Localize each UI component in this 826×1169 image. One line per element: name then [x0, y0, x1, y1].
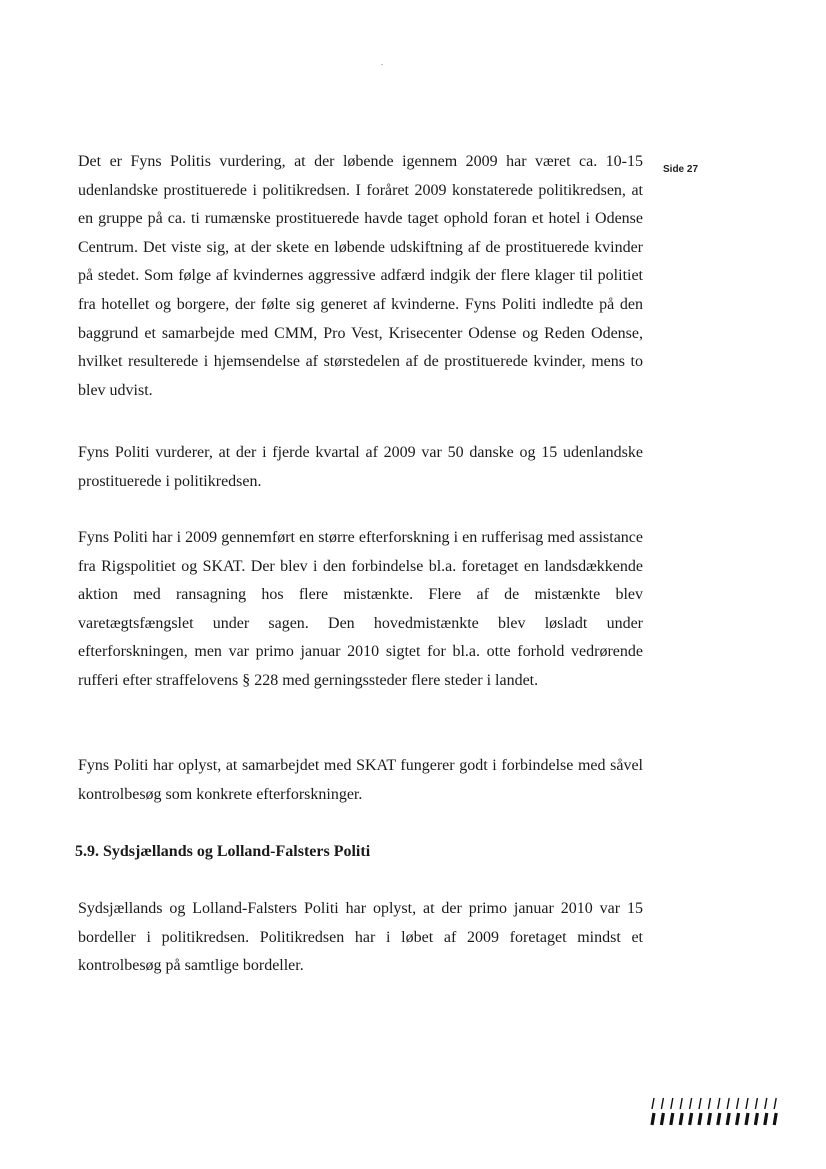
barcode-bar — [746, 1098, 748, 1109]
barcode-bar — [708, 1098, 710, 1109]
barcode-bar — [718, 1098, 720, 1109]
paragraph-fyn-assessment: Det er Fyns Politis vurdering, at der løbende igennem 2009 har været ca. 10-15 udenlandske prostituerede i politikredsen. I foråret 2009 konstaterede politikredsen, at en gruppe på ca. ti rumænske prostituerede havde taget ophold foran et hotel i Odense Centrum. Det viste sig, at der skete en løbende udskiftning af de prostituerede kvinder på stedet. Som følge af kvindernes aggressive adfærd indgik der flere klager til politiet fra hotellet og borgere, der følte sig generet af kvinderne. Fyns Politi indledte på den baggrund et samarbejde med CMM, Pro Vest, Krisecenter Odense og Reden Odense, hvilket resulterede i hjemsendelse af størstedelen af de prostituerede kvinder, mens to blev udvist. — [78, 153, 643, 399]
barcode-bar — [708, 1113, 710, 1125]
paragraph-fyn-skat-cooperation: Fyns Politi har oplyst, at samarbejdet med SKAT fungerer godt i forbindelse med såvel kontrolbesøg som konkrete efterforskninger. — [78, 757, 643, 803]
barcode-bottom-row — [652, 1113, 776, 1125]
barcode-bar — [690, 1098, 692, 1109]
paragraph-fyn-q4-count: Fyns Politi vurderer, at der i fjerde kvartal af 2009 var 50 danske og 15 udenlandske prostituerede i politikredsen. — [78, 444, 643, 490]
barcode-bar — [774, 1113, 776, 1125]
barcode-bar — [661, 1098, 663, 1109]
barcode-graphic — [650, 1097, 784, 1127]
barcode-bar — [652, 1098, 654, 1109]
barcode-bar — [661, 1113, 663, 1125]
section-heading: 5.9. Sydsjællands og Lolland-Falsters Politi — [75, 843, 371, 860]
barcode-bar — [737, 1113, 739, 1125]
barcode-bar — [699, 1113, 701, 1125]
barcode-bar — [755, 1113, 757, 1125]
barcode-bar — [774, 1098, 776, 1109]
barcode-bar — [746, 1113, 748, 1125]
barcode-bar — [680, 1113, 682, 1125]
barcode-bar — [737, 1098, 739, 1109]
barcode-bar — [765, 1113, 767, 1125]
barcode-top-row — [652, 1098, 776, 1109]
page-number: Side 27 — [663, 164, 699, 175]
barcode-bar — [690, 1113, 692, 1125]
scan-mark — [381, 64, 383, 65]
barcode-bar — [671, 1098, 673, 1109]
barcode-bar — [699, 1098, 701, 1109]
paragraph-fyn-investigation: Fyns Politi har i 2009 gennemført en større efterforskning i en rufferisag med assistance fra Rigspolitiet og SKAT. Der blev i den forbindelse bl.a. foretaget en landsdækkende aktion med ransagning hos flere mistænkte. Flere af de mistænkte blev varetægtsfængslet under sagen. Den hovedmistænkte blev løsladt under efterforskningen, men var primo januar 2010 sigtet for bl.a. otte forhold vedrørende rufferi efter straffelovens § 228 med gerningssteder flere steder i landet. — [78, 529, 643, 689]
barcode-bar — [727, 1113, 729, 1125]
paragraph-sydsjaelland-brothels: Sydsjællands og Lolland-Falsters Politi har oplyst, at der primo januar 2010 var 15 bordeller i politikredsen. Politikredsen har i løbet af 2009 foretaget mindst et kontrolbesøg på samtlige bordeller. — [78, 900, 643, 975]
barcode-bar — [727, 1098, 729, 1109]
barcode-bar — [755, 1098, 757, 1109]
barcode-bar — [652, 1113, 654, 1125]
barcode-bar — [680, 1098, 682, 1109]
barcode-bar — [671, 1113, 673, 1125]
barcode-bar — [718, 1113, 720, 1125]
barcode-bar — [765, 1098, 767, 1109]
